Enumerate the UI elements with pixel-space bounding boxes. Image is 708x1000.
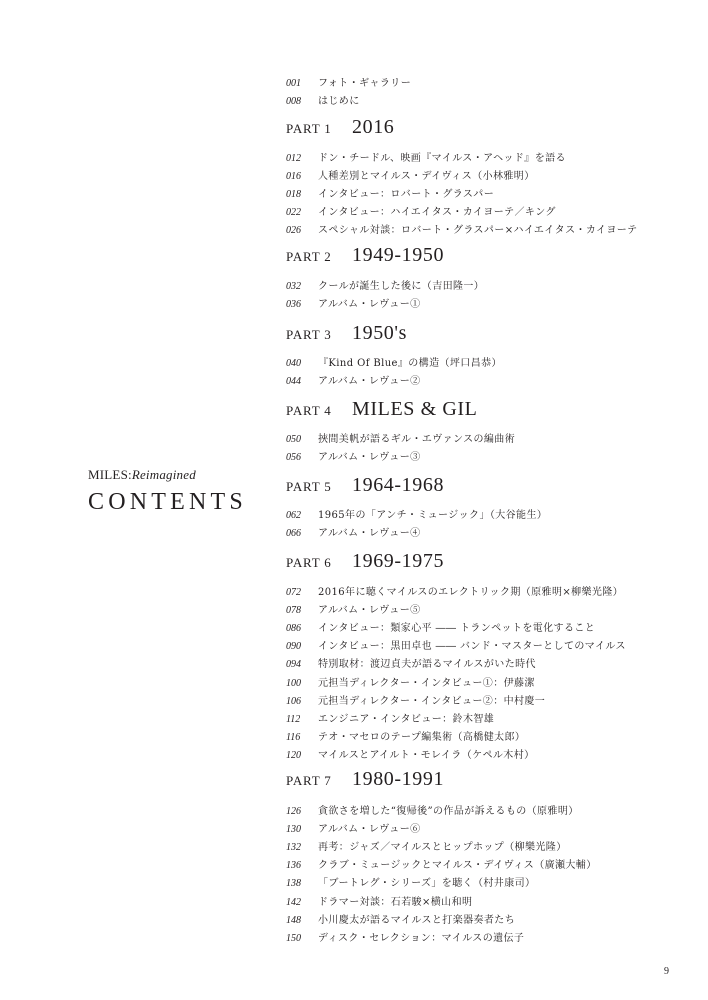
toc-entry-page-number: 032	[286, 281, 301, 292]
toc-entry	[286, 637, 626, 654]
toc-entry-page-number: 150	[286, 933, 301, 944]
toc-entry-page-number: 078	[286, 605, 301, 616]
toc-entry-page-number: 062	[286, 510, 301, 521]
toc-entry-page-number: 148	[286, 915, 301, 926]
part-label: PART 5	[286, 479, 332, 494]
toc-entry	[286, 601, 421, 618]
part-label: PART 7	[286, 773, 332, 788]
toc-entry-title: 小川慶太が語るマイルスと打楽器奏者たち	[318, 915, 516, 926]
part-heading	[286, 768, 444, 791]
part-title: 1949-1950	[352, 244, 445, 266]
toc-entry-page-number: 120	[286, 750, 301, 761]
page-number: 9	[664, 966, 669, 977]
toc-entry	[286, 802, 579, 819]
toc-entry	[286, 692, 545, 709]
part-label: PART 1	[286, 121, 332, 136]
toc-entry-page-number: 056	[286, 452, 301, 463]
toc-entry-title: インタビュー：ハイエイタス・カイヨーテ／キング	[318, 207, 556, 218]
toc-entry-page-number: 116	[286, 732, 301, 743]
brand-separator: :	[128, 467, 132, 482]
part-title: 2016	[352, 116, 395, 138]
toc-entry-title: ドラマー対談：石若駿×横山和明	[318, 897, 473, 908]
toc-entry-title: アルバム・レヴュー②	[318, 376, 421, 387]
toc-entry-title: エンジニア・インタビュー：鈴木智雄	[318, 714, 495, 725]
toc-entry-page-number: 136	[286, 860, 301, 871]
contents-heading: CONTENTS	[88, 489, 247, 515]
toc-entry-title: 再考：ジャズ／マイルスとヒップホップ（柳樂光隆）	[318, 842, 567, 853]
toc-entry	[286, 354, 502, 371]
toc-entry-page-number: 044	[286, 376, 301, 387]
toc-entry-page-number: 094	[286, 659, 301, 670]
part-title: 1964-1968	[352, 474, 445, 496]
toc-entry-title: アルバム・レヴュー⑥	[318, 824, 421, 835]
toc-entry-title: ドン・チードル、映画『マイルス・アヘッド』を語る	[318, 153, 566, 164]
toc-entry-title: 『Kind Of Blue』の構造（坪口昌恭）	[318, 358, 502, 369]
toc-entry-page-number: 012	[286, 153, 301, 164]
toc-entry-title: アルバム・レヴュー③	[318, 452, 421, 463]
toc-entry-page-number: 130	[286, 824, 301, 835]
toc-entry-page-number: 132	[286, 842, 301, 853]
toc-entry	[286, 838, 567, 855]
toc-entry-title: フォト・ギャラリー	[318, 78, 412, 89]
toc-entry-title: 特別取材：渡辺貞夫が語るマイルスがいた時代	[318, 659, 536, 670]
toc-entry-page-number: 016	[286, 171, 301, 182]
part-title: 1969-1975	[352, 550, 445, 572]
toc-entry-title: 元担当ディレクター・インタビュー①：伊藤潔	[318, 678, 535, 689]
toc-entry-page-number: 106	[286, 696, 301, 707]
toc-entry	[286, 372, 421, 389]
toc-entry-title: 元担当ディレクター・インタビュー②：中村慶一	[318, 696, 546, 707]
toc-entry-title: はじめに	[318, 96, 360, 107]
part-heading	[286, 550, 444, 573]
part-title: MILES & GIL	[352, 398, 478, 420]
part-heading	[286, 244, 444, 267]
toc-entry-title: 1965年の「アンチ・ミュージック」（大谷能生）	[318, 510, 548, 521]
part-title: 1980-1991	[352, 768, 445, 790]
toc-entry	[286, 893, 472, 910]
toc-entry	[286, 295, 421, 312]
toc-entry-page-number: 072	[286, 587, 301, 598]
toc-entry	[286, 820, 421, 837]
toc-entry-page-number: 040	[286, 358, 301, 369]
toc-entry-page-number: 112	[286, 714, 301, 725]
toc-entry	[286, 746, 535, 763]
toc-entry	[286, 185, 494, 202]
toc-entry	[286, 167, 535, 184]
part-heading	[286, 398, 477, 421]
toc-entry-title: クールが誕生した後に（吉田隆一）	[318, 281, 485, 292]
toc-entry	[286, 710, 494, 727]
toc-entry-page-number: 142	[286, 897, 301, 908]
part-heading	[286, 322, 407, 345]
toc-entry	[286, 524, 421, 541]
part-label: PART 6	[286, 555, 332, 570]
toc-entry	[286, 655, 536, 672]
toc-entry-page-number: 050	[286, 434, 301, 445]
toc-entry-title: インタビュー：黒田卓也 ―― バンド・マスターとしてのマイルス	[318, 641, 626, 652]
toc-entry	[286, 619, 595, 636]
toc-entry-title: アルバム・レヴュー①	[318, 299, 421, 310]
toc-entry-title: ディスク・セレクション：マイルスの遺伝子	[318, 933, 525, 944]
part-title: 1950's	[352, 322, 407, 344]
toc-entry-page-number: 008	[286, 96, 301, 107]
brand-subtitle: Reimagined	[131, 467, 196, 482]
toc-entry	[286, 856, 597, 873]
toc-entry-title: クラブ・ミュージックとマイルス・デイヴィス（廣瀬大輔）	[318, 860, 597, 871]
toc-entry-page-number: 018	[286, 189, 301, 200]
toc-entry	[286, 874, 535, 891]
toc-entry-title: インタビュー：ロバート・グラスパー	[318, 189, 495, 200]
toc-entry	[286, 430, 515, 447]
toc-entry	[286, 221, 638, 238]
toc-entry	[286, 277, 484, 294]
toc-entry-page-number: 090	[286, 641, 301, 652]
toc-entry-page-number: 001	[286, 78, 301, 89]
magazine-brand	[88, 467, 247, 483]
toc-entry-title: テオ・マセロのテープ編集術（高橋健太郎）	[318, 732, 526, 743]
toc-entry-page-number: 022	[286, 207, 301, 218]
toc-entry-page-number: 138	[286, 878, 301, 889]
toc-entry-page-number: 026	[286, 225, 301, 236]
toc-entry-title: 挾間美帆が語るギル・エヴァンスの編曲術	[318, 434, 516, 445]
part-label: PART 3	[286, 327, 332, 342]
toc-entry-title: スペシャル対談：ロバート・グラスパー×ハイエイタス・カイヨーテ	[318, 225, 638, 236]
toc-entry-page-number: 086	[286, 623, 301, 634]
toc-entry-title: インタビュー：類家心平 ―― トランペットを電化すること	[318, 623, 596, 634]
toc-entry	[286, 674, 535, 691]
part-heading	[286, 474, 444, 497]
brand-main: MILES	[88, 467, 128, 482]
toc-entry	[286, 728, 525, 745]
toc-entry	[286, 149, 566, 166]
toc-entry-page-number: 036	[286, 299, 301, 310]
toc-entry-page-number: 126	[286, 806, 301, 817]
toc-entry-page-number: 066	[286, 528, 301, 539]
toc-entry	[286, 911, 515, 928]
toc-entry-title: アルバム・レヴュー⑤	[318, 605, 421, 616]
toc-entry	[286, 448, 421, 465]
part-label: PART 4	[286, 403, 332, 418]
toc-entry-title: 貪欲さを増した“復帰後”の作品が訴えるもの（原雅明）	[318, 806, 579, 817]
title-block	[88, 467, 247, 516]
part-label: PART 2	[286, 249, 332, 264]
toc-entry	[286, 74, 411, 91]
toc-entry-title: アルバム・レヴュー④	[318, 528, 421, 539]
part-heading	[286, 116, 394, 139]
toc-entry	[286, 203, 556, 220]
toc-entry	[286, 929, 524, 946]
toc-entry	[286, 506, 547, 523]
toc-entry-title: マイルスとアイルト・モレイラ（ケペル木村）	[318, 750, 535, 761]
toc-entry-title: 人種差別とマイルス・デイヴィス（小林雅明）	[318, 171, 535, 182]
toc-entry-title: 「ブートレグ・シリーズ」を聴く（村井康司）	[318, 878, 536, 889]
toc-entry	[286, 583, 623, 600]
toc-entry-title: 2016年に聴くマイルスのエレクトリック期（原雅明×柳樂光隆）	[318, 587, 624, 598]
toc-entry-page-number: 100	[286, 678, 301, 689]
toc-entry	[286, 92, 360, 109]
